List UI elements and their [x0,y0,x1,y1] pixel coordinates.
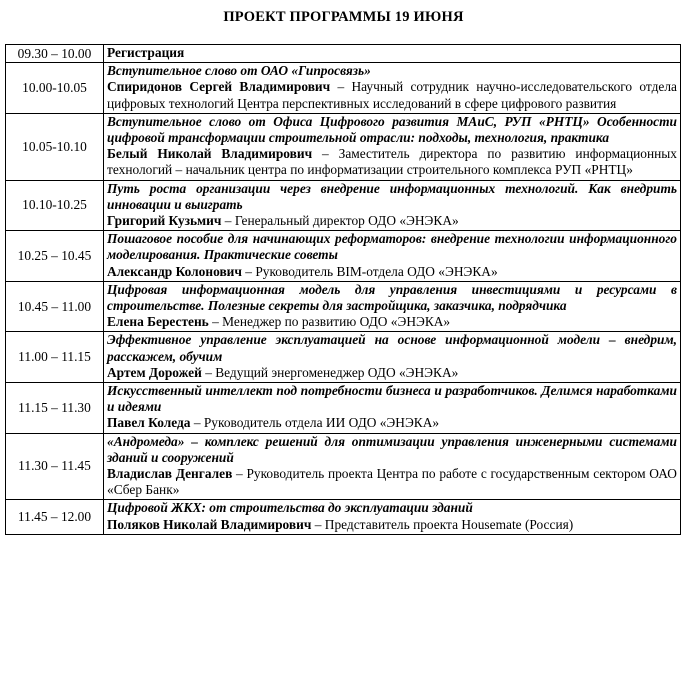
speaker-name: Александр Колонович [107,263,242,279]
time-cell: 11.45 – 12.00 [6,500,104,534]
time-cell: 10.10-10.25 [6,180,104,231]
speaker-name: Павел Коледа [107,415,191,431]
content-cell [104,63,681,114]
content-cell [104,332,681,383]
table-row [6,63,681,114]
content-cell [104,500,681,534]
speaker-role: – Представитель проекта Housemate (Россия) [311,516,574,532]
table-row [6,281,681,332]
table-row [6,180,681,231]
speaker-name: Белый Николай Владимирович [107,146,313,162]
speaker-name: Артем Дорожей [107,364,202,380]
time-cell: 11.00 – 11.15 [6,332,104,383]
table-row [6,113,681,180]
topic: Путь роста организации через внедрение информационных технологий. Как внедрить инновации и выиграть [107,180,677,212]
table-row [6,433,681,500]
content-cell [104,281,681,332]
topic: Вступительное слово от Офиса Цифрового развития МАиС, РУП «РНТЦ» Особенности цифровой трансформации строительной отрасли: подходы, технология, практика [107,113,677,146]
content-cell [104,383,681,434]
topic: Искусственный интеллект под потребности бизнеса и разработчиков. Делимся наработками и идеями [107,383,677,415]
program-table [5,44,681,535]
speaker-role: – Руководитель проекта Центра по работе с государственным сектором ОАО «Сбер Банк» [107,466,677,498]
speaker-role: – Ведущий энергоменеджер ОДО «ЭНЭКА» [201,364,459,380]
time-cell: 11.30 – 11.45 [6,433,104,500]
speaker-name: Владислав Денгалев [107,466,233,482]
time-cell: 11.15 – 11.30 [6,383,104,434]
table-row [6,383,681,434]
topic: Эффективное управление эксплуатацией на основе информационной модели – внедрим, расскажем, обучим [107,332,677,364]
speaker-name: Спиридонов Сергей Владимирович [107,79,331,95]
time-cell: 10.05-10.10 [6,113,104,180]
topic: Вступительное слово от ОАО «Гипросвязь» [107,63,371,79]
registration-label: Регистрация [104,45,681,63]
speaker-name: Елена Берестень [107,314,209,330]
table-row [6,231,681,282]
speaker-role: – Генеральный директор ОДО «ЭНЭКА» [221,213,459,229]
topic: Цифровой ЖКХ: от строительства до эксплуатации зданий [107,500,473,516]
content-cell [104,113,681,180]
content-cell [104,433,681,500]
speaker-role: – Научный сотрудник научно-исследовательского отдела цифровых технологий Центра перспективных исследований в сфере цифрового развития [107,79,677,111]
time-cell: 10.00-10.05 [6,63,104,114]
time-cell: 09.30 – 10.00 [6,45,104,63]
time-cell: 10.25 – 10.45 [6,231,104,282]
speaker-role: – Менеджер по развитию ОДО «ЭНЭКА» [208,314,451,330]
time-cell: 10.45 – 11.00 [6,281,104,332]
content-cell [104,180,681,231]
speaker-name: Поляков Николай Владимирович [107,516,312,532]
table-row [6,332,681,383]
topic: Цифровая информационная модель для управления инвестициями и ресурсами в строительстве. Полезные секреты для застройщика, заказчика, подрядчика [107,281,677,314]
content-cell [104,231,681,282]
speaker-role: – Руководитель отдела ИИ ОДО «ЭНЭКА» [190,415,440,431]
speaker-role: – Руководитель BIM-отдела ОДО «ЭНЭКА» [241,263,498,279]
topic: «Андромеда» – комплекс решений для оптимизации управления инженерными системами зданий и сооружений [107,433,677,465]
table-row [6,500,681,534]
page-title: ПРОЕКТ ПРОГРАММЫ 19 ИЮНЯ [223,9,464,25]
speaker-role: – Заместитель директора по развитию информационных технологий – начальник центра по информатизации строительного комплекса РУП «РНТЦ» [107,146,677,178]
table-row [6,45,681,63]
topic: Пошаговое пособие для начинающих реформаторов: внедрение технологии информационного моделирования. Практические советы [107,231,677,263]
speaker-name: Григорий Кузьмич [107,213,222,229]
